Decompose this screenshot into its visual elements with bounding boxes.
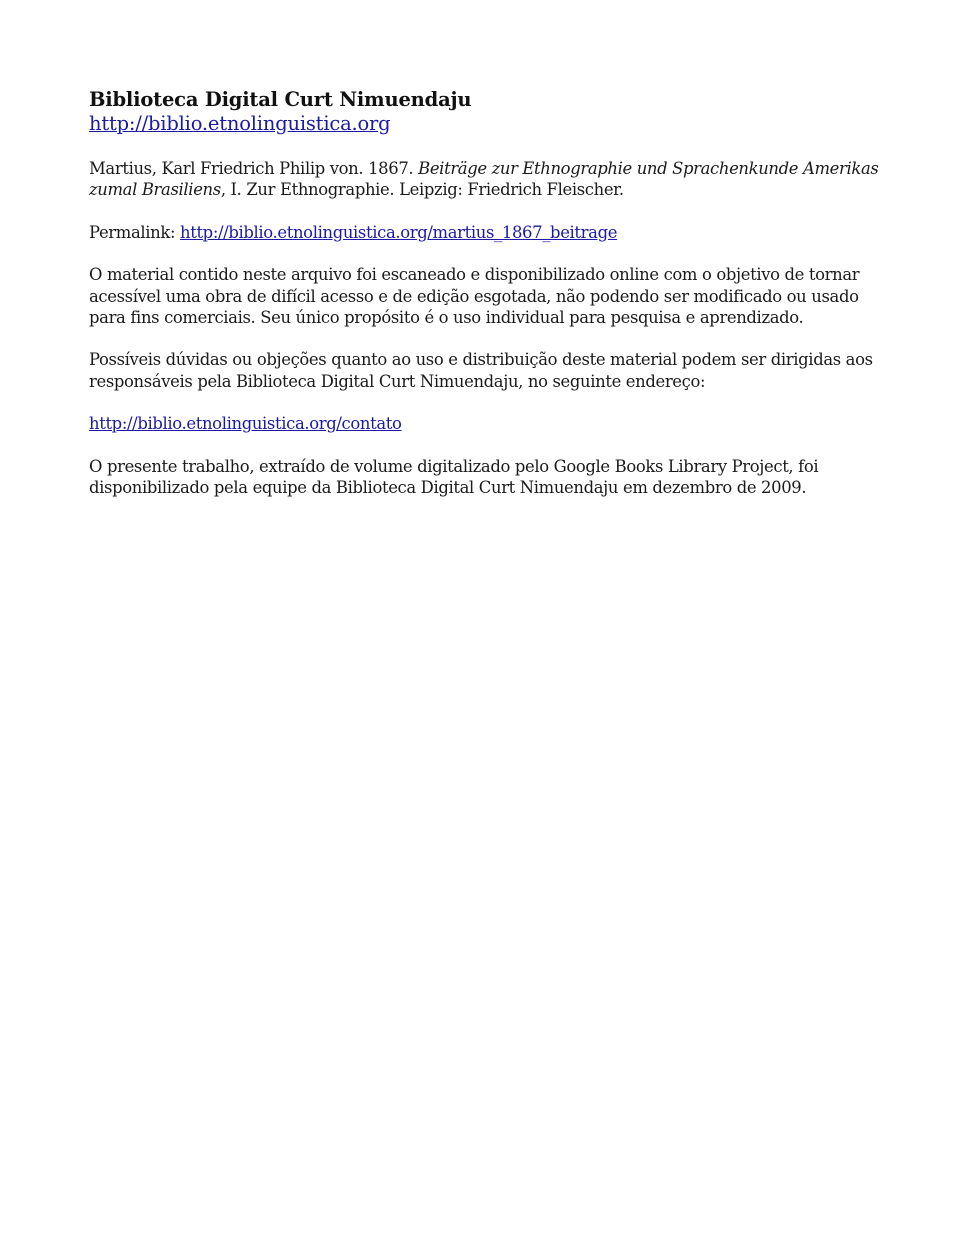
library-site-link[interactable]: http://biblio.etnolinguistica.org [89,112,391,135]
permalink-label: Permalink: [89,222,180,242]
citation-publication: , I. Zur Ethnographie. Leipzig: Friedrich Fleischer. [220,180,624,200]
contact-link-paragraph [89,413,879,434]
library-title: Biblioteca Digital Curt Nimuendaju [89,88,472,111]
contact-link[interactable]: http://biblio.etnolinguistica.org/contato [89,414,402,434]
citation-author-year: Martius, Karl Friedrich Philip von. 1867. [89,159,419,178]
citation-paragraph [89,158,879,201]
credit-paragraph: O presente trabalho, extraído de volume digitalizado pelo Google Books Library Project, foi disponibilizado pela equipe da Biblioteca Digital Curt Nimuendaju em dezembro de 2009. [89,456,819,498]
permalink-paragraph [89,222,879,243]
usage-notice-paragraph: O material contido neste arquivo foi escaneado e disponibilizado online com o objetivo de tornar acessível uma obra de difícil acesso e de edição esgotada, não podendo ser modificado ou usado para fins comerciais. Seu único propósito é o uso individual para pesquisa e aprendizado. [89,265,860,328]
citation-book-title: Beiträge zur Ethnographie und Sprachenkunde Amerikas zumal Brasiliens [89,159,879,200]
document-page [89,88,879,498]
contact-paragraph: Possíveis dúvidas ou objeções quanto ao uso e distribuição deste material podem ser dirigidas aos responsáveis pela Biblioteca Digital Curt Nimuendaju, no seguinte endereço: [89,350,873,391]
permalink-link[interactable]: http://biblio.etnolinguistica.org/martius_1867_beitrage [180,222,618,242]
